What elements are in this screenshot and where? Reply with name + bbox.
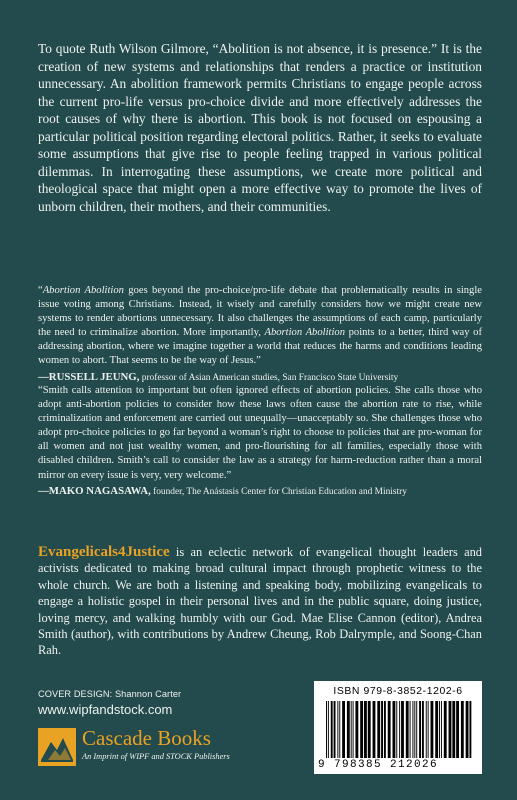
barcode-bar bbox=[431, 701, 434, 758]
barcode-bar bbox=[410, 701, 411, 758]
barcode-bar bbox=[368, 701, 371, 758]
barcode-bar bbox=[355, 701, 358, 758]
barcode-bar bbox=[351, 701, 352, 758]
barcode-bar bbox=[381, 701, 383, 758]
barcode-bar bbox=[439, 701, 440, 758]
barcode-bar bbox=[466, 701, 469, 758]
barcode-bar bbox=[399, 701, 400, 758]
endorsement-attribution bbox=[38, 484, 482, 499]
barcode-bar bbox=[326, 701, 327, 758]
barcode-bar bbox=[416, 701, 417, 758]
barcode-box bbox=[314, 681, 482, 774]
barcode-bar bbox=[444, 701, 447, 758]
barcode-digits: 9 798385 212026 bbox=[318, 759, 439, 771]
barcode-bar bbox=[435, 701, 438, 758]
endorser-role: professor of Asian American studies, San Francisco State University bbox=[139, 372, 399, 383]
publisher-logo bbox=[38, 726, 258, 772]
endorsement-nagasawa: “Smith calls attention to important but often ignored effects of abortion policies. She calls those who adopt anti-abortion policies to consider how these laws often cause the abortion rate to rise, while criminalization and enforcement are carried out unequally—unacceptably so. She challenges those who adopt pro-choice policies to go far beyond a woman’s right to choose to policies that are pro-woman for all women and not just wealthy women, and pro-flourishing for all families, especially those with disabled children. Smith’s call to consider the law as a strategy for harm-reduction rather than a moral mirror on every issue is very, very welcome.” —MAKO NAGASAWA, founder, The Anástasis Center for Christian Education and Ministry bbox=[38, 384, 482, 499]
book-title-italic: Abortion Abolition bbox=[264, 327, 345, 339]
barcode-bar bbox=[364, 701, 367, 758]
barcode-bar bbox=[469, 701, 471, 758]
endorser-name: —RUSSELL JEUNG, bbox=[38, 370, 140, 383]
book-description: To quote Ruth Wilson Gilmore, “Abolition is not absence, it is presence.” It is the creation of new systems and relationships that renders a practice or institution unnecessary. An abolition framework permits Christians to engage people across the current pro-life versus pro-choice divide and more effectively addresses the root causes of why there is abortion. This book is not focused on espousing a particular political position regarding electoral politics. Rather, it seeks to evaluate some assumptions that give rise to people feeling trapped in various political dilemmas. In interrogating these assumptions, we create more political and theological space that might open a more effective way to promote the lives of unborn children, their mothers, and their communities. bbox=[38, 41, 482, 214]
barcode-bar bbox=[337, 701, 338, 758]
barcode-bar bbox=[339, 701, 340, 758]
barcode-bar bbox=[342, 701, 345, 758]
publisher-name: Cascade Books bbox=[82, 726, 211, 750]
book-title-italic: Abortion Abolition bbox=[42, 285, 124, 296]
cover-design-credit: COVER DESIGN: Shannon Carter bbox=[38, 689, 182, 699]
barcode-bar bbox=[401, 701, 404, 758]
barcode-bar bbox=[393, 701, 396, 758]
barcode-bar bbox=[461, 701, 464, 758]
barcode-bar bbox=[334, 701, 336, 758]
barcode-bar bbox=[412, 701, 413, 758]
endorser-role: founder, The Anástasis Center for Christian Education and Ministry bbox=[150, 486, 407, 497]
barcode-bar bbox=[452, 701, 455, 758]
endorsement-jeung: “Abortion Abolition goes beyond the pro-choice/pro-life debate that problematically results in single issue voting among Christians. Instead, it wisely and carefully considers how we might create new systems to render abortions unnecessary. It also challenges the assumptions of each camp, particularly the need to criminalize abortion. More importantly, Abortion Abolition points to a better, third way of addressing abortion, where we imagine together a world that reduces the harms and conditions leading women to abort. That seems to be the way of Jesus.” —RUSSELL JEUNG, professor of Asian American studies, San Francisco State University bbox=[38, 284, 482, 385]
barcode-bar bbox=[456, 701, 459, 758]
barcode-bar bbox=[353, 701, 354, 758]
barcode-bar bbox=[377, 701, 380, 758]
barcode-bar bbox=[373, 701, 376, 758]
isbn-number: ISBN 979-8-3852-1202-6 bbox=[333, 686, 463, 697]
organization-name: Evangelicals4Justice bbox=[38, 544, 170, 560]
barcode-bar bbox=[419, 701, 421, 758]
barcode-bars bbox=[324, 701, 474, 758]
barcode-bar bbox=[428, 701, 429, 758]
endorsement-attribution bbox=[38, 370, 482, 385]
mountain-logo-icon bbox=[38, 728, 76, 766]
barcode-bar bbox=[426, 701, 427, 758]
barcode-bar bbox=[388, 701, 391, 758]
barcode-bar bbox=[331, 701, 333, 758]
barcode-bar bbox=[422, 701, 424, 758]
barcode-bar bbox=[384, 701, 386, 758]
barcode-bar bbox=[449, 701, 452, 758]
endorser-name: —MAKO NAGASAWA, bbox=[38, 484, 151, 497]
organization-description: Evangelicals4Justice is an eclectic network of evangelical thought leaders and activists dedicated to making broad cultural impact through prophetic witness to the whole church. We are both a listening and speaking body, mobilizing evangelicals to engage a holistic gospel in their personal lives and in the public square, doing justice, loving mercy, and walking humbly with our God. Mae Elise Cannon (editor), Andrea Smith (author), with contributions by Andrew Cheung, Rob Dalrymple, and Soong-Chan Rah. bbox=[38, 544, 482, 658]
barcode-bar bbox=[406, 701, 409, 758]
barcode-bar bbox=[396, 701, 397, 758]
publisher-website: www.wipfandstock.com bbox=[38, 702, 173, 717]
barcode-bar bbox=[360, 701, 363, 758]
barcode-bar bbox=[441, 701, 442, 758]
publisher-imprint: An Imprint of WIPF and STOCK Publishers bbox=[82, 752, 230, 761]
barcode-bar bbox=[328, 701, 329, 758]
barcode-bar bbox=[347, 701, 350, 758]
barcode-bar bbox=[414, 701, 415, 758]
